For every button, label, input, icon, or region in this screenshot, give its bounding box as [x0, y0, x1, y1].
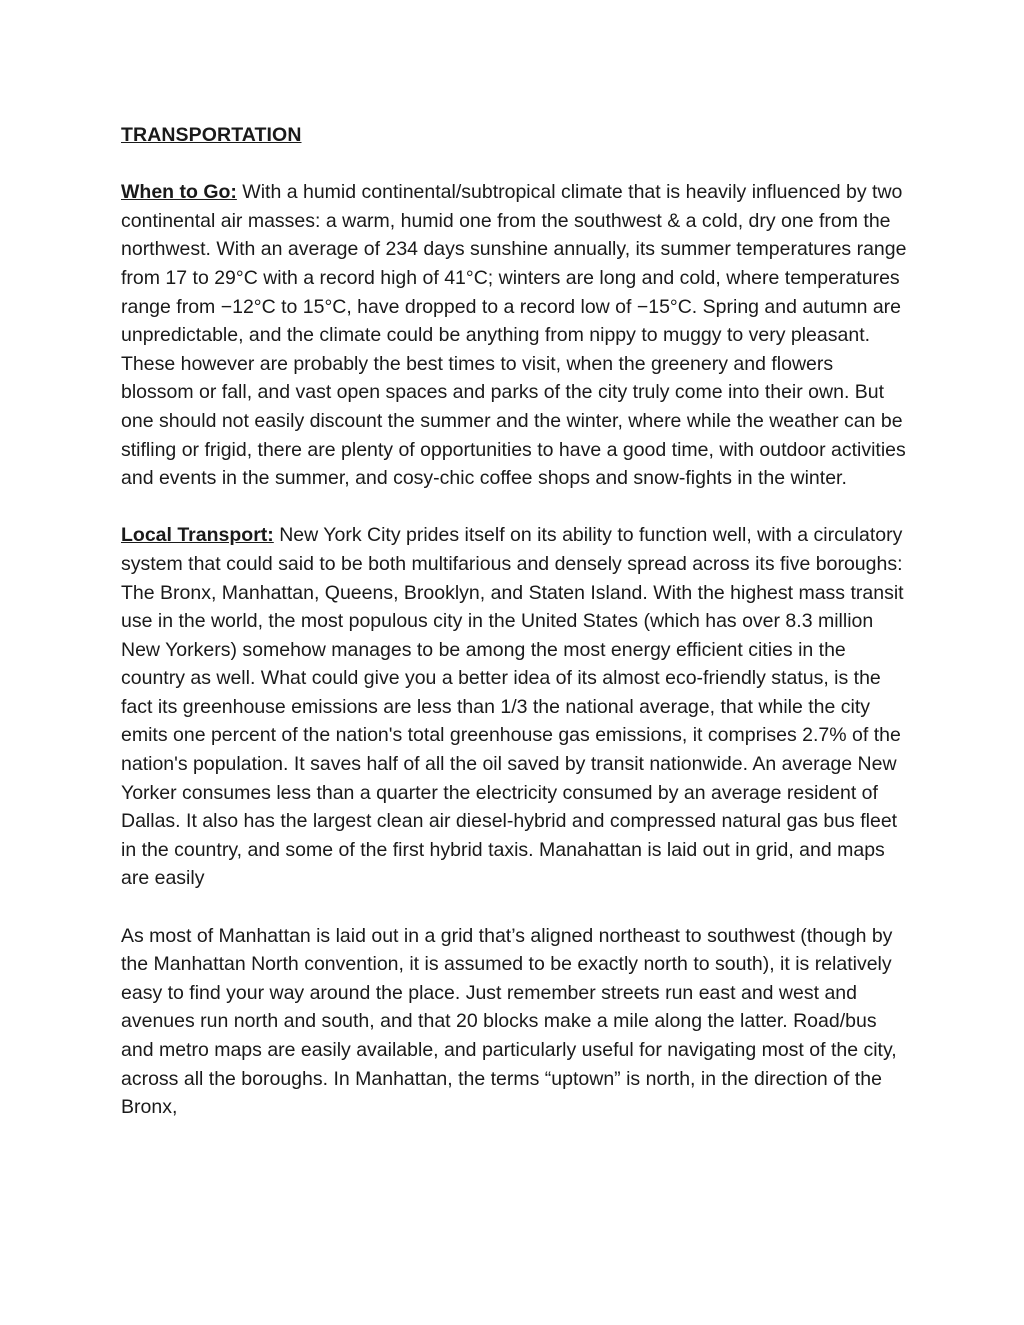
paragraph-text-when-to-go: With a humid continental/subtropical climate that is heavily influenced by two continental air masses: a warm, humid one from the southwest & a cold, dry one from the northwest. With an average of 234 days sunshine annually, its summer temperatures range from 17 to 29°C with a record high of 41°C; winters are long and cold, where temperatures range from −12°C to 15°C, have dropped to a record low of −15°C. Spring and autumn are unpredictable, and the climate could be anything from nippy to muggy to very pleasant. These however are probably the best times to visit, when the greenery and flowers blossom or fall, and vast open spaces and parks of the city truly come into their own. But one should not easily discount the summer and the winter, where while the weather can be stifling or frigid, there are plenty of opportunities to have a good time, with outdoor activities and events in the summer, and cosy-chic coffee shops and snow-fights in the winter. [121, 181, 907, 490]
paragraph-manhattan-grid [121, 922, 911, 1122]
paragraph-when-to-go [121, 178, 911, 493]
paragraph-local-transport [121, 521, 911, 893]
document-page [121, 121, 911, 1122]
paragraph-text-manhattan-grid: As most of Manhattan is laid out in a grid that’s aligned northeast to southwest (though by the Manhattan North convention, it is assumed to be exactly north to south), it is relatively easy to find your way around the place. Just remember streets run east and west and avenues run north and south, and that 20 blocks make a mile along the latter. Road/bus and metro maps are easily available, and particularly useful for navigating most of the city, across all the boroughs. In Manhattan, the terms “uptown” is north, in the direction of the Bronx, [121, 924, 897, 1119]
paragraph-lead-when-to-go: When to Go: [121, 181, 237, 204]
page-heading: TRANSPORTATION [121, 124, 302, 146]
paragraph-text-local-transport: New York City prides itself on its ability to function well, with a circulatory system that could said to be both multifarious and densely spread across its five boroughs: The Bronx, Manhattan, Queens, Brooklyn, and Staten Island. With the highest mass transit use in the world, the most populous city in the United States (which has over 8.3 million New Yorkers) somehow manages to be among the most energy efficient cities in the country as well. What could give you a better idea of its almost eco-friendly status, is the fact its greenhouse emissions are less than 1/3 the national average, that while the city emits one percent of the nation's total greenhouse gas emissions, it comprises 2.7% of the nation's population. It saves half of all the oil saved by transit nationwide. An average New Yorker consumes less than a quarter the electricity consumed by an average resident of Dallas. It also has the largest clean air diesel-hybrid and compressed natural gas bus fleet in the country, and some of the first hybrid taxis. Manahattan is laid out in grid, and maps are easily [121, 524, 904, 890]
paragraph-lead-local-transport: Local Transport: [121, 524, 274, 547]
